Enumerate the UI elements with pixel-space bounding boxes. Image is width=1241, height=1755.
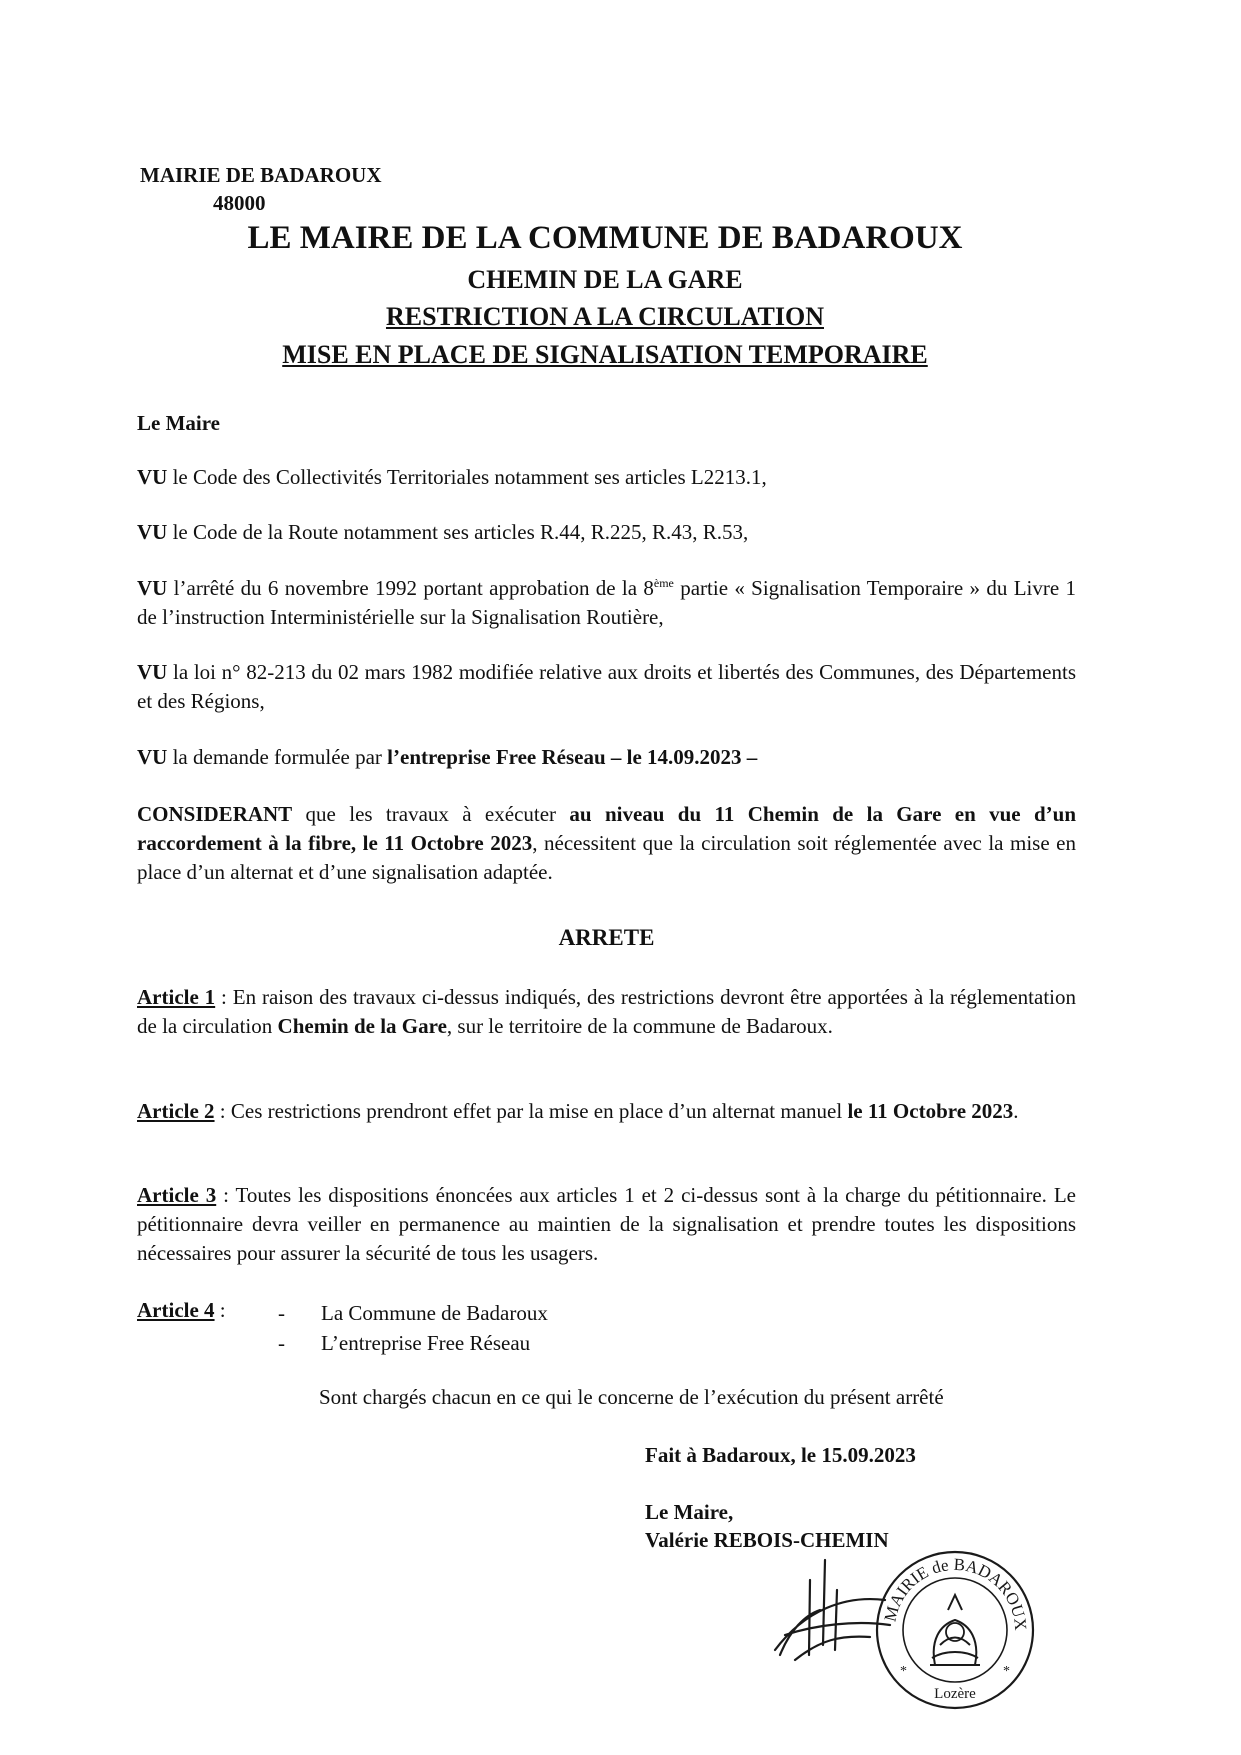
list-item: - L’entreprise Free Réseau (278, 1331, 531, 1355)
considerant-text: que les travaux à exécuter (292, 802, 570, 826)
header-org: MAIRIE DE BADAROUX (140, 163, 382, 187)
vu-bold-text: l’entreprise Free Réseau – le 14.09.2023 – (387, 745, 758, 769)
vu-label: VU (137, 745, 168, 769)
vu-text: la demande formulée par (167, 745, 388, 769)
title-street: CHEMIN DE LA GARE (467, 265, 743, 294)
intro-text: Le Maire (137, 411, 220, 435)
vu-paragraph-3 (137, 574, 1076, 632)
closing-text: Sont chargés chacun en ce qui le concerne de l’exécution du présent arrêté (319, 1385, 944, 1409)
article-text: : Ces restrictions prendront effet par la mise en place d’un alternat manuel (214, 1099, 848, 1123)
vu-text: partie « Signalisation Temporaire » du Livre 1 de l’instruction Interministérielle sur la Signalisation Routière, (137, 576, 1076, 629)
vu-paragraph-1 (137, 463, 1076, 492)
vu-text: la loi n° 82-213 du 02 mars 1982 modifiée relative aux droits et libertés des Communes, des Départements et des Régions, (137, 660, 1076, 713)
article-text: , sur le territoire de la commune de Badaroux. (446, 1014, 833, 1038)
stamp-star-icon: * (900, 1664, 907, 1679)
article-2 (137, 1097, 1076, 1126)
article-text: . (1013, 1099, 1019, 1123)
article-bold-text: le 11 Octobre 2023 (847, 1099, 1014, 1123)
article-3 (137, 1181, 1076, 1268)
signoff-role: Le Maire, (645, 1500, 734, 1524)
title-restriction: RESTRICTION A LA CIRCULATION (385, 302, 824, 331)
arrete-heading: ARRETE (558, 925, 655, 950)
article-bold-text: Chemin de la Gare (277, 1014, 447, 1038)
article-4-list (278, 1298, 548, 1358)
article-text: : En raison des travaux ci-dessus indiqués, des restrictions devront être apportées à la réglementation de la circulation (137, 985, 1076, 1038)
considerant-label: CONSIDERANT (137, 802, 293, 826)
vu-label: VU (137, 576, 168, 600)
vu-label: VU (137, 520, 168, 544)
title-main: LE MAIRE DE LA COMMUNE DE BADAROUX (247, 220, 963, 256)
vu-label: VU (137, 660, 168, 684)
article-1 (137, 983, 1076, 1041)
vu-text: l’arrêté du 6 novembre 1992 portant approbation de la 8 (167, 576, 654, 600)
vu-text: le Code des Collectivités Territoriales notamment ses articles L2213.1, (167, 465, 767, 489)
considerant-bold-text: au niveau du 11 Chemin de la Gare en vue d’un raccordement à la fibre, le 11 Octobre 2023 (137, 802, 1076, 855)
stamp-star-icon: * (1003, 1664, 1010, 1679)
header-zip: 48000 (213, 191, 266, 215)
signoff-place-date: Fait à Badaroux, le 15.09.2023 (645, 1443, 916, 1467)
stamp-bottom-text: Lozère (934, 1686, 976, 1702)
article-text: : Toutes les dispositions énoncées aux articles 1 et 2 ci-dessus sont à la charge du pétitionnaire. Le pétitionnaire devra veiller en permanence au maintien de la signalisation et prendre toutes les dispositions nécessaires pour assurer la sécurité de tous les usagers. (137, 1183, 1076, 1265)
considerant-text: , nécessitent que la circulation soit réglementée avec la mise en place d’un alternat et d’une signalisation adaptée. (137, 831, 1076, 884)
article-suffix: : (214, 1298, 226, 1322)
title-signalisation: MISE EN PLACE DE SIGNALISATION TEMPORAIRE (282, 340, 928, 369)
stamp-emblem-icon (930, 1595, 980, 1665)
vu-superscript: ème (653, 576, 674, 590)
article-label: Article 1 (137, 985, 216, 1009)
vu-label: VU (137, 465, 168, 489)
stamp-ring-text: MAIRIE de BADAROUX (880, 1554, 1031, 1632)
list-item: - La Commune de Badaroux (278, 1301, 548, 1325)
vu-text: le Code de la Route notamment ses articles R.44, R.225, R.43, R.53, (167, 520, 749, 544)
mairie-seal-stamp (870, 1540, 1040, 1715)
article-4 (137, 1298, 226, 1323)
signoff-name: Valérie REBOIS-CHEMIN (645, 1528, 889, 1552)
vu-paragraph-4 (137, 658, 1076, 716)
article-label: Article 2 (137, 1099, 215, 1123)
considerant-paragraph (137, 800, 1076, 887)
vu-paragraph-5 (137, 743, 1076, 772)
vu-paragraph-2 (137, 518, 1076, 547)
article-label: Article 4 (137, 1298, 215, 1322)
article-label: Article 3 (137, 1183, 217, 1207)
